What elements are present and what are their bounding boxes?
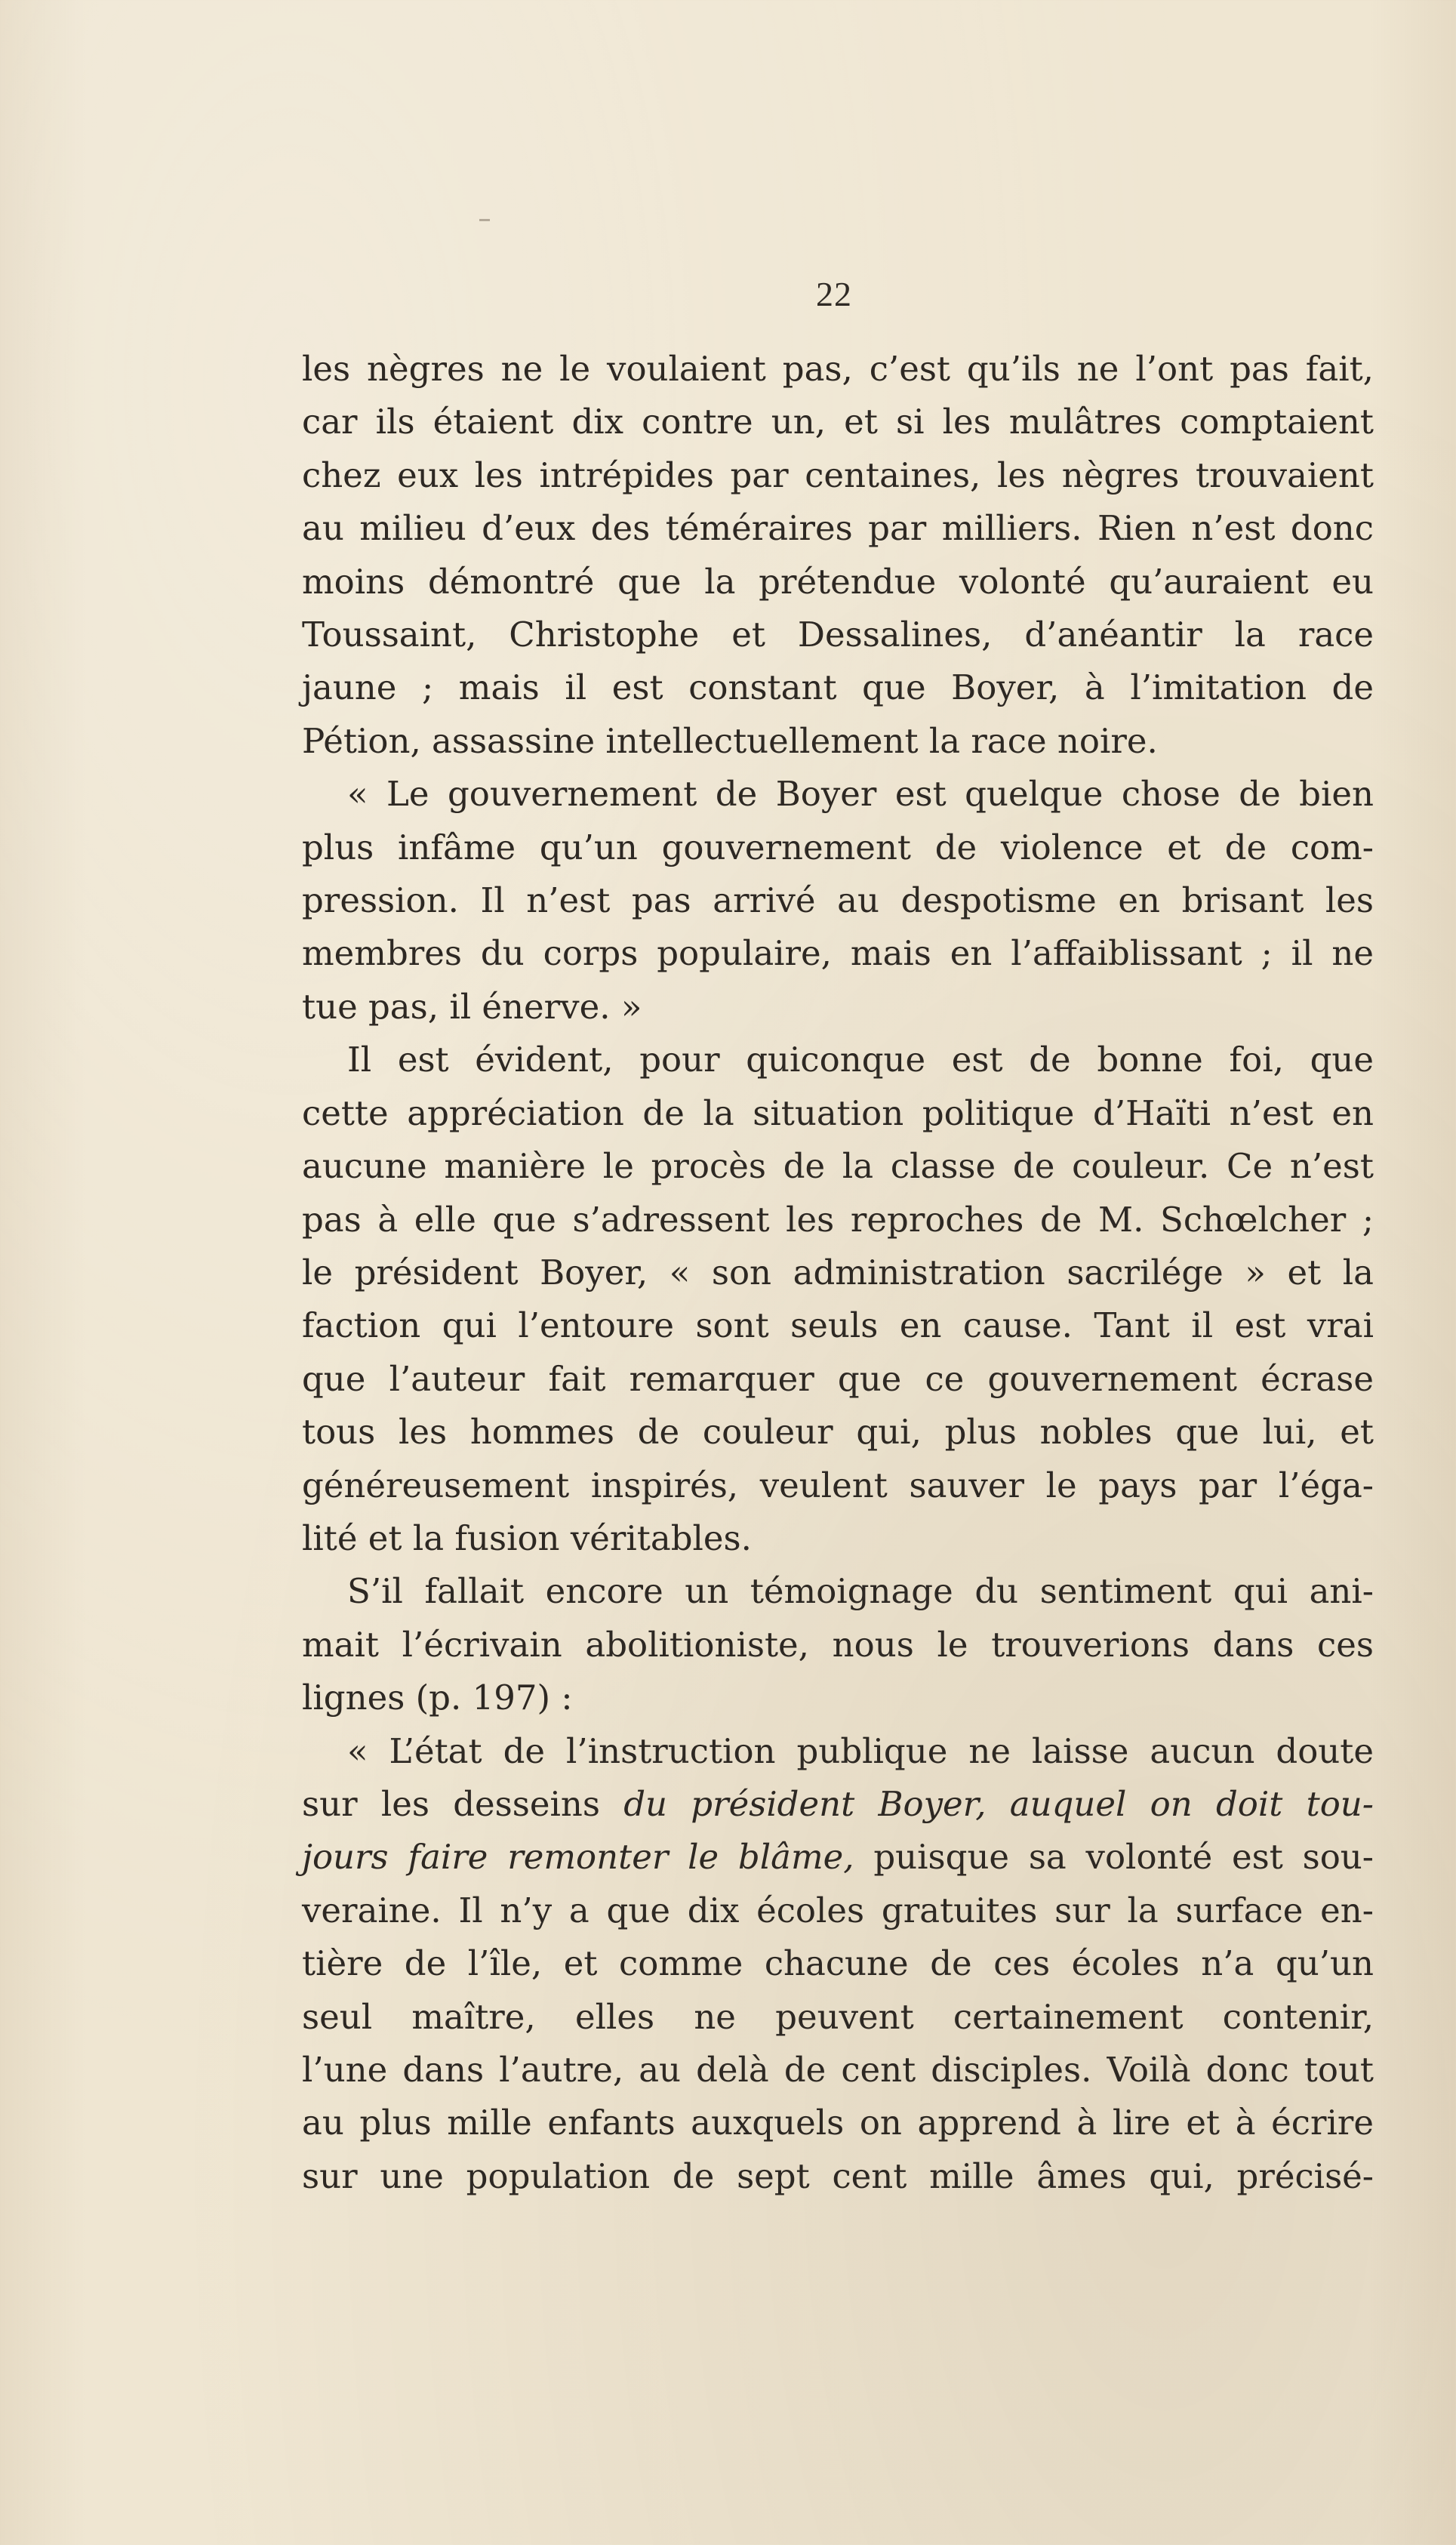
italic-run: du président Boyer, auquel on doit tou- bbox=[623, 1783, 1374, 1824]
text-line: veraine. Il n’y a que dix écoles gratuites sur la surface en- bbox=[302, 1890, 1374, 1930]
text-line: pression. Il n’est pas arrivé au despotisme en brisant les bbox=[302, 880, 1374, 921]
text-line: lité et la fusion véritables. bbox=[302, 1517, 752, 1558]
text-line: le président Boyer, « son administration sacrilége » et la bbox=[302, 1252, 1374, 1293]
text-line: Il est évident, pour quiconque est de bonne foi, que bbox=[347, 1040, 1374, 1080]
text-run: puisque sa volonté est sou- bbox=[873, 1837, 1374, 1878]
text-line: « Le gouvernement de Boyer est quelque chose de bien bbox=[347, 774, 1374, 815]
text-line: tous les hommes de couleur qui, plus nobles que lui, et bbox=[302, 1412, 1374, 1453]
text-line bbox=[302, 1778, 1374, 1831]
text-line: sur une population de sept cent mille âmes qui, précisé- bbox=[302, 2155, 1374, 2196]
text-run: sur les desseins bbox=[302, 1783, 600, 1824]
text-line: cette appréciation de la situation politique d’Haïti n’est en bbox=[302, 1092, 1374, 1133]
text-line: au plus mille enfants auxquels on apprend à lire et à écrire bbox=[302, 2103, 1374, 2143]
text-line: aucune manière le procès de la classe de couleur. Ce n’est bbox=[302, 1146, 1374, 1187]
text-line: Pétion, assassine intellectuellement la race noire. bbox=[302, 720, 1158, 761]
text-line: au milieu d’eux des téméraires par milliers. Rien n’est donc bbox=[302, 508, 1374, 549]
text-line: les nègres ne le voulaient pas, c’est qu’ils ne l’ont pas fait, bbox=[302, 349, 1374, 389]
text-line: lignes (p. 197) : bbox=[302, 1678, 573, 1718]
page-number: 22 bbox=[816, 275, 852, 313]
text-line: que l’auteur fait remarquer que ce gouvernement écrase bbox=[302, 1358, 1374, 1399]
text-line: généreusement inspirés, veulent sauver le pays par l’éga- bbox=[302, 1465, 1374, 1505]
text-line: « L’état de l’instruction publique ne laisse aucun doute bbox=[347, 1730, 1374, 1771]
text-line: plus infâme qu’un gouvernement de violence et de com- bbox=[302, 827, 1374, 867]
text-line: faction qui l’entoure sont seuls en cause. Tant il est vrai bbox=[302, 1305, 1374, 1346]
text-line: pas à elle que s’adressent les reproches de M. Schœlcher ; bbox=[302, 1199, 1374, 1240]
text-line: membres du corps populaire, mais en l’affaiblissant ; il ne bbox=[302, 933, 1374, 974]
text-line: Toussaint, Christophe et Dessalines, d’anéantir la race bbox=[302, 615, 1374, 655]
text-line: jaune ; mais il est constant que Boyer, à l’imitation de bbox=[302, 667, 1374, 708]
text-line: mait l’écrivain abolitioniste, nous le trouverions dans ces bbox=[302, 1624, 1374, 1665]
text-line: tière de l’île, et comme chacune de ces écoles n’a qu’un bbox=[302, 1943, 1374, 1984]
text-line: tue pas, il énerve. » bbox=[302, 986, 642, 1027]
text-line: S’il fallait encore un témoignage du sentiment qui ani- bbox=[347, 1571, 1374, 1612]
text-line bbox=[302, 1831, 1374, 1884]
text-line: chez eux les intrépides par centaines, les nègres trouvaient bbox=[302, 454, 1374, 495]
text-line: car ils étaient dix contre un, et si les mulâtres comptaient bbox=[302, 402, 1374, 442]
text-line: seul maître, elles ne peuvent certainement contenir, bbox=[302, 1996, 1374, 2037]
text-line: moins démontré que la prétendue volonté qu’auraient eu bbox=[302, 561, 1374, 602]
text-line: l’une dans l’autre, au delà de cent disciples. Voilà donc tout bbox=[302, 2050, 1374, 2090]
italic-run: jours faire remonter le blâme, bbox=[302, 1837, 854, 1878]
body-text bbox=[302, 343, 1374, 2203]
page-speck bbox=[479, 219, 490, 221]
